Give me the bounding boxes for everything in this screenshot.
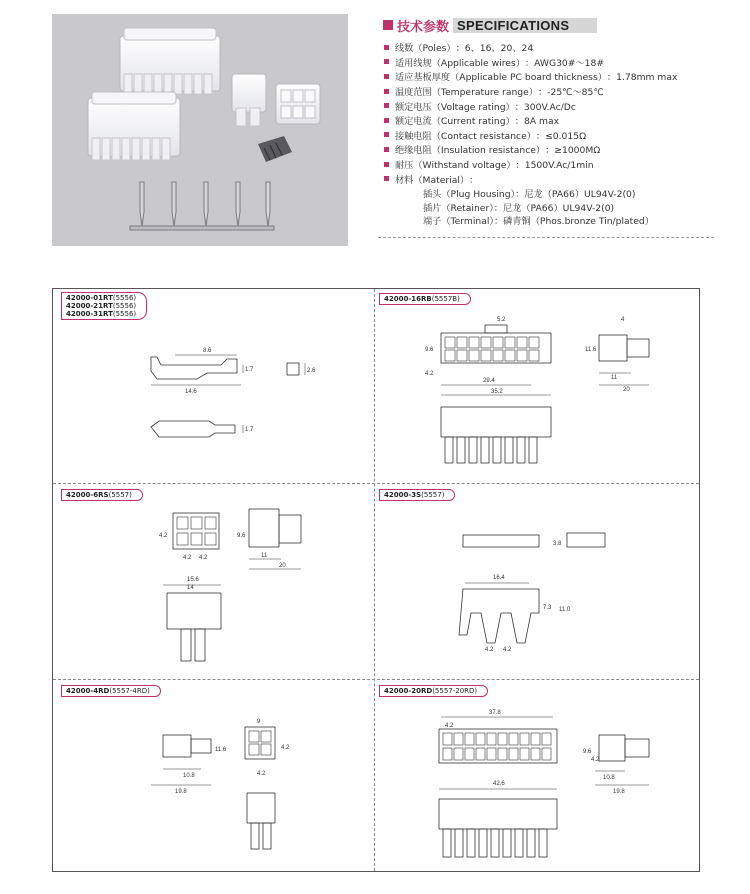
spec-row — [383, 98, 713, 113]
dim-text: 4.2 — [281, 745, 290, 751]
terminal-drawing — [151, 348, 316, 437]
connector-6p — [276, 84, 320, 124]
spec-row — [383, 171, 713, 186]
dim-text: 14.6 — [185, 389, 197, 395]
spec-label: 耐压（Withstand voltage） — [395, 160, 516, 172]
label-20rd: 42000-20RD(5557-20RD) — [379, 685, 488, 697]
heading-english: SPECIFICATIONS — [453, 18, 597, 33]
dim-text: 10.8 — [603, 775, 615, 781]
bullet-icon — [384, 176, 389, 181]
spec-value: ：1500V.Ac/1min — [515, 160, 594, 172]
dim-text: 16.4 — [493, 575, 505, 581]
dim-text: 4.2 — [445, 723, 454, 729]
dim-text: 4.2 — [159, 533, 168, 539]
spec-row — [383, 55, 713, 70]
dim-text: 4.2 — [257, 771, 266, 777]
bullet-icon — [384, 147, 389, 152]
spec-label: 绝缘电阻（Insulation resistance） — [395, 145, 546, 157]
spec-row — [383, 113, 713, 128]
dim-text: 4.2 — [591, 757, 600, 763]
spec-value: ：AWG30#～18# — [524, 57, 605, 69]
dim-text: 9.6 — [237, 533, 246, 539]
dim-text: 9 — [257, 719, 261, 725]
dim-text: 9.6 — [583, 749, 592, 755]
bullet-icon — [384, 59, 389, 64]
dim-text: 20 — [623, 387, 630, 393]
label-16rb: 42000-16RB(5557B) — [379, 293, 471, 305]
bullet-icon — [384, 162, 389, 167]
bullet-icon — [384, 89, 389, 94]
dim-text: 1.7 — [245, 367, 254, 373]
connector-24p — [120, 28, 220, 94]
square-bullet-icon — [383, 20, 393, 30]
dim-text: 7.3 — [543, 605, 552, 611]
heading-chinese: 技术参数 — [397, 19, 450, 35]
label-6rs: 42000-6RS(5557) — [61, 489, 143, 501]
spec-value: ：≤0.015Ω — [535, 130, 587, 142]
dim-text: 11.6 — [215, 747, 227, 753]
dim-text: 4.2 — [485, 647, 494, 653]
bullet-icon — [384, 103, 389, 108]
spec-label: 接触电阻（Contact resistance） — [395, 130, 536, 142]
spec-value: ： — [469, 174, 479, 186]
label-terminal: 42000-01RT(5556) 42000-21RT(5556) 42000-31RT(5556) — [61, 292, 147, 320]
spec-label: 适应基板厚度（Applicable PC board thickness） — [395, 72, 607, 84]
bullet-icon — [384, 118, 389, 123]
material-plug-housing: 插头（Plug Housing）：尼龙（PA66）UL94V-2(0) — [423, 188, 636, 200]
dim-text: 29.4 — [483, 378, 495, 384]
drawing-sheet — [52, 288, 700, 872]
spec-label: 线数（Poles） — [395, 43, 456, 55]
dim-text: 4 — [621, 317, 625, 323]
spec-label: 温度范围（Temperature range） — [395, 87, 538, 99]
connector-4p — [232, 74, 266, 126]
dim-text: 2.6 — [307, 368, 316, 374]
connectors-illustration — [52, 14, 348, 246]
dim-text: 19.8 — [613, 789, 625, 795]
4rd-drawing — [151, 719, 290, 849]
dim-text: 42.6 — [493, 781, 505, 787]
spec-value: ：6、16、20、24 — [455, 43, 534, 55]
dim-text: 4.2 — [199, 555, 208, 561]
bullet-icon — [384, 74, 389, 79]
dim-text: 14 — [187, 585, 194, 591]
16rb-drawing — [425, 317, 649, 463]
dim-text: 19.8 — [175, 789, 187, 795]
spec-value: ：300V.Ac/Dc — [514, 101, 576, 113]
spec-label: 额定电压（Voltage rating） — [395, 101, 515, 113]
technical-drawings — [53, 289, 699, 871]
spec-value: ：1.78mm max — [606, 72, 678, 84]
dim-text: 8.6 — [203, 348, 212, 354]
6rs-drawing — [159, 509, 301, 661]
specifications-heading — [383, 16, 713, 34]
retainer — [258, 136, 292, 162]
dim-text: 9.6 — [425, 347, 434, 353]
spec-value: ：8A max — [514, 116, 560, 128]
terminal-strip — [130, 182, 274, 230]
bullet-icon — [384, 45, 389, 50]
dim-text: 4.2 — [183, 555, 192, 561]
material-retainer: 插片（Retainer）：尼龙（PA66）UL94V-2(0) — [423, 202, 615, 214]
spec-row — [383, 40, 713, 55]
spec-row — [383, 69, 713, 84]
dim-text: 15.6 — [187, 577, 199, 583]
dim-text: 4.2 — [503, 647, 512, 653]
spec-value: ：≥1000MΩ — [545, 145, 601, 157]
dim-text: 11 — [261, 553, 268, 559]
spec-value: ：-25℃～85℃ — [537, 87, 604, 99]
spec-row — [383, 128, 713, 143]
dim-text: 1.7 — [245, 427, 254, 433]
spec-list — [383, 40, 713, 227]
spec-label: 材料（Material） — [395, 174, 470, 186]
label-3s: 42000-3S(5557) — [379, 489, 455, 501]
spec-row — [383, 157, 713, 172]
3s-drawing — [459, 533, 605, 653]
spec-label: 适用线规（Applicable wires） — [395, 57, 525, 69]
spec-label: 额定电流（Current rating） — [395, 116, 515, 128]
dim-text: 37.8 — [489, 710, 501, 716]
20rd-drawing — [439, 710, 649, 857]
spec-row — [383, 142, 713, 157]
dim-text: 20 — [279, 563, 286, 569]
dim-text: 10.8 — [183, 773, 195, 779]
material-terminal: 端子（Terminal）：磷青铜（Phos.bronze Tin/plated） — [423, 216, 654, 228]
specifications-panel — [383, 16, 713, 227]
product-photo — [52, 14, 348, 246]
connector-20p — [88, 92, 180, 160]
dim-text: 35.2 — [491, 389, 503, 395]
dim-text: 11 — [611, 375, 618, 381]
dim-text: 11.0 — [559, 607, 571, 613]
divider — [378, 237, 714, 238]
bullet-icon — [384, 132, 389, 137]
dim-text: 5.2 — [497, 317, 506, 323]
dim-text: 4.2 — [425, 371, 434, 377]
dim-text: 3.8 — [553, 541, 562, 547]
dim-text: 11.6 — [585, 347, 597, 353]
label-4rd: 42000-4RD(5557-4RD) — [61, 685, 161, 697]
spec-row — [383, 84, 713, 99]
